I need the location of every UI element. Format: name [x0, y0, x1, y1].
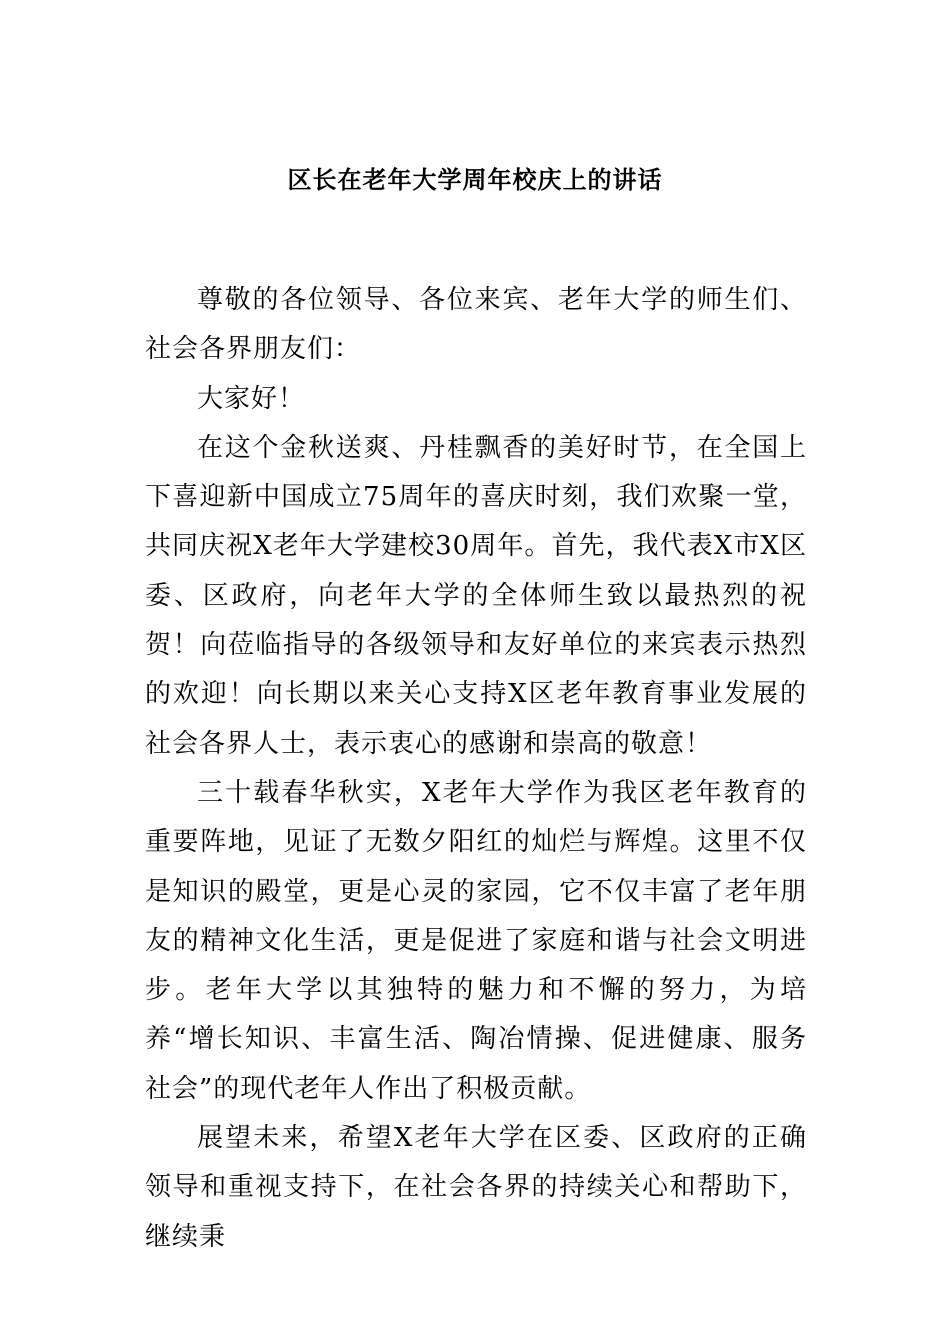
document-title: 区长在老年大学周年校庆上的讲话: [287, 165, 663, 194]
document-body: [145, 276, 807, 1262]
body-paragraph: 三十载春华秋实，X老年大学作为我区老年教育的重要阵地，见证了无数夕阳红的灿烂与辉煌。这里不仅是知识的殿堂，更是心灵的家园，它不仅丰富了老年朋友的精神文化生活，更是促进了家庭和谐与社会文明进步。老年大学以其独特的魅力和不懈的努力，为培养“增长知识、丰富生活、陶冶情操、促进健康、服务社会”的现代老年人作出了积极贡献。: [145, 777, 807, 1104]
body-paragraph: 展望未来，希望X老年大学在区委、区政府的正确领导和重视支持下，在社会各界的持续关心和帮助下，继续秉: [145, 1123, 807, 1252]
greeting-paragraph: 大家好！: [197, 383, 306, 414]
salutation-paragraph: 尊敬的各位领导、各位来宾、老年大学的师生们、社会各界朋友们：: [145, 285, 807, 365]
body-paragraph: 在这个金秋送爽、丹桂飘香的美好时节，在全国上下喜迎新中国成立75周年的喜庆时刻，我们欢聚一堂，共同庆祝X老年大学建校30周年。首先，我代表X市X区委、区政府，向老年大学的全体师生致以最热烈的祝贺！向莅临指导的各级领导和友好单位的来宾表示热烈的欢迎！向长期以来关心支持X区老年教育事业发展的社会各界人士，表示衷心的感谢和崇高的敬意！: [145, 432, 807, 759]
